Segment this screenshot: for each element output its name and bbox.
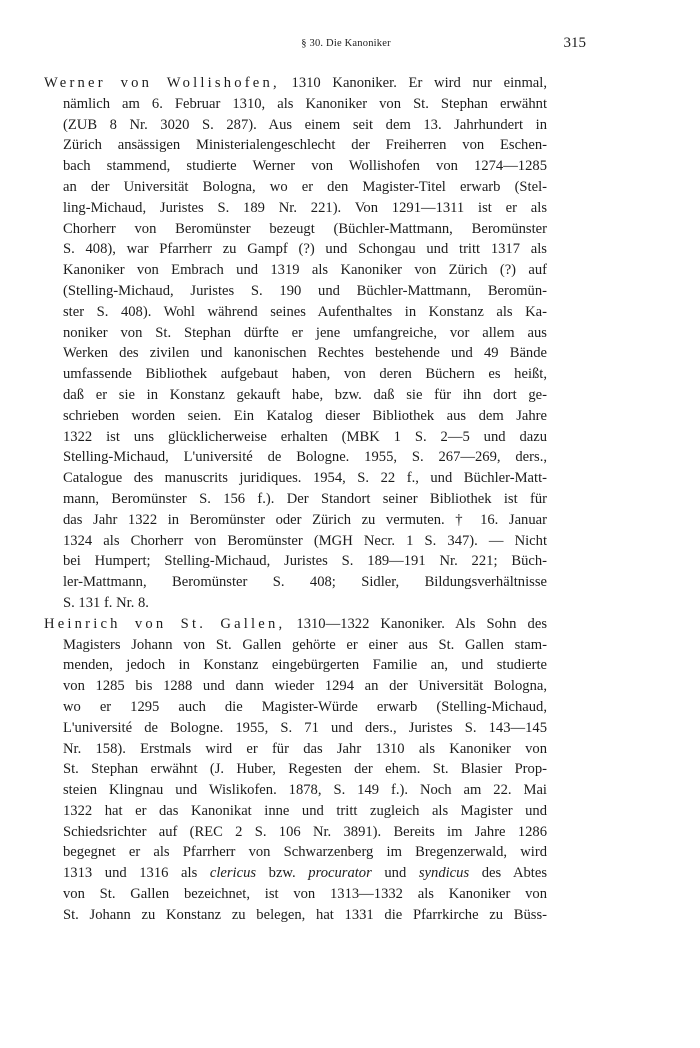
page-header <box>36 34 656 56</box>
italic-term: syndicus <box>418 865 470 882</box>
text-line: ler-Mattmann, Beromünster S. 408; Sidler, Bildungsverhältnisse <box>63 574 547 591</box>
text-line: das Jahr 1322 in Beromünster oder Zürich zu vermuten. † 16. Januar <box>63 511 547 528</box>
text-line: Catalogue des manuscrits juridiques. 1954, S. 22 f., und Büchler-Matt- <box>63 470 547 487</box>
running-head: § 30. Die Kanoniker <box>301 38 391 49</box>
text-line: (ZUB 8 Nr. 3020 S. 287). Aus einem seit dem 13. Jahrhundert in <box>63 116 547 133</box>
text-line: Kanoniker von Embrach und 1319 als Kanoniker von Zürich (?) auf <box>63 262 547 279</box>
text-line: 1313 und 1316 als clericus bzw. procurator und syndicus des Abtes <box>63 865 548 882</box>
text-line: S. 408), war Pfarrherr zu Gampf (?) und Schongau und tritt 1317 als <box>63 241 547 258</box>
text-line: schrieben worden seien. Ein Katalog dieser Bibliothek aus dem Jahre <box>63 407 547 424</box>
text-line: Stelling-Michaud, L'université de Bologne. 1955, S. 267—269, ders., <box>63 449 547 466</box>
text-line: Schiedsrichter auf (REC 2 S. 106 Nr. 3891). Bereits im Jahre 1286 <box>63 823 547 840</box>
entry-werner-von-wollishofen <box>44 73 547 614</box>
text-line: 1324 als Chorherr von Beromünster (MGH Necr. 1 S. 347). — Nicht <box>63 532 547 549</box>
text-line: von St. Gallen bezeichnet, ist von 1313—1332 als Kanoniker von <box>63 886 547 903</box>
text-line: an der Universität Bologna, wo er den Magister-Titel erwarb (Stel- <box>63 178 547 195</box>
text-line: L'université de Bologne. 1955, S. 71 und ders., Juristes S. 143—145 <box>63 719 547 736</box>
text-line: bach stammend, studierte Werner von Wollishofen von 1274—1285 <box>63 158 547 175</box>
text-line: Chorherr von Beromünster bezeugt (Büchler-Mattmann, Beromünster <box>63 220 547 237</box>
text-line: Magisters Johann von St. Gallen gehörte er einer aus St. Gallen stam- <box>63 636 547 653</box>
text-line: menden, jedoch in Konstanz eingebürgerten Familie an, und studierte <box>63 657 547 674</box>
entry-name: Heinrich von St. Gallen, <box>44 615 286 632</box>
text-line: St. Stephan erwähnt (J. Huber, Regesten der ehem. St. Blasier Prop- <box>63 761 547 778</box>
entry-heinrich-von-st-gallen <box>44 614 547 926</box>
text-line: S. 131 f. Nr. 8. <box>63 594 149 611</box>
page-number: 315 <box>563 35 586 51</box>
text-line: Werner von Wollishofen, 1310 Kanoniker. Er wird nur einmal, <box>44 75 547 91</box>
italic-term: procurator <box>308 865 372 882</box>
text-line: steien Klingnau und Wislikofen. 1878, S. 149 f.). Noch am 22. Mai <box>63 782 547 799</box>
text-line: (Stelling-Michaud, Juristes S. 190 und Büchler-Mattmann, Beromün- <box>63 282 547 299</box>
text-line: Heinrich von St. Gallen, 1310—1322 Kanoniker. Als Sohn des <box>44 615 548 632</box>
text-line: mann, Beromünster S. 156 f.). Der Standort seiner Bibliothek ist für <box>63 490 547 507</box>
text-line: bei Humpert; Stelling-Michaud, Juristes S. 189—191 Nr. 221; Büch- <box>63 553 547 570</box>
text-line: noniker von St. Stephan dürfte er jene umfangreiche, vor allem aus <box>63 324 547 341</box>
text-line: 1322 ist uns glücklicherweise erhalten (MBK 1 S. 2—5 und dazu <box>63 428 547 445</box>
text-line: ster S. 408). Wohl während seines Aufenthaltes in Konstanz als Ka- <box>63 303 547 320</box>
text-line: wo er 1295 auch die Magister-Würde erwarb (Stelling-Michaud, <box>63 698 547 715</box>
text-line: von 1285 bis 1288 und dann wieder 1294 an der Universität Bologna, <box>63 678 547 695</box>
text-line: nämlich am 6. Februar 1310, als Kanoniker von St. Stephan erwähnt <box>63 95 547 112</box>
text-line: Zürich ansässigen Ministerialengeschlecht der Freiherren von Eschen- <box>63 137 547 154</box>
text-line: 1322 hat er das Kanonikat inne und tritt zugleich als Magister und <box>63 802 547 819</box>
text-line: Nr. 158). Erstmals wird er für das Jahr 1310 als Kanoniker von <box>63 740 547 757</box>
text-line: umfassende Bibliothek aufgebaut haben, von deren Büchern es heißt, <box>63 366 547 383</box>
entry-name: Werner von Wollishofen, <box>44 75 280 91</box>
text-line: Werken des zivilen und kanonischen Rechtes bestehende und 49 Bände <box>63 345 547 362</box>
italic-term: clericus <box>209 865 257 882</box>
text-line: begegnet er als Pfarrherr von Schwarzenberg im Bregenzerwald, wird <box>63 844 547 861</box>
body-text <box>44 73 547 926</box>
text-line: St. Johann zu Konstanz zu belegen, hat 1331 die Pfarrkirche zu Büss- <box>63 906 547 923</box>
text-line: daß er sie in Konstanz gekauft habe, bzw. daß sie für ihn dort ge- <box>63 386 547 403</box>
text-line: ling-Michaud, Juristes S. 189 Nr. 221). Von 1291—1311 ist er als <box>63 199 547 216</box>
